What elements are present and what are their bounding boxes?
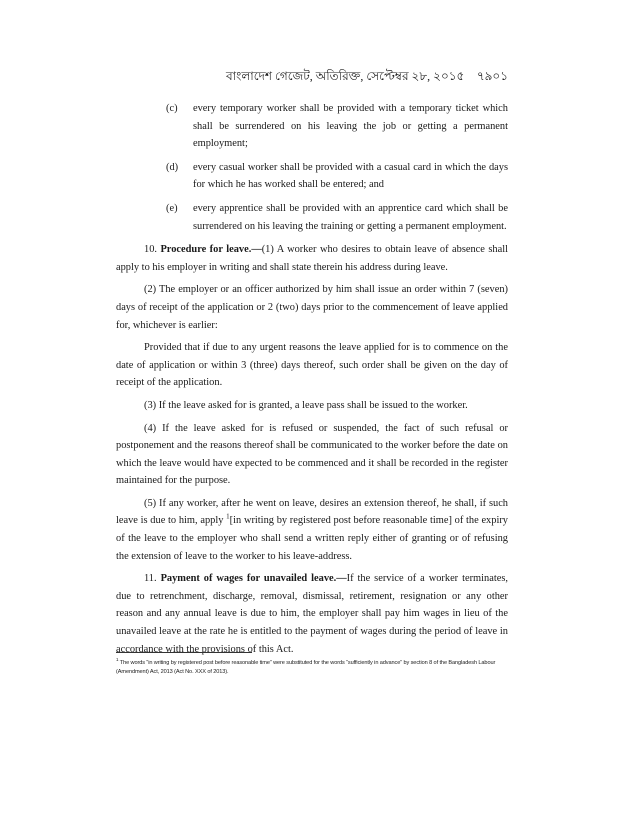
subsection-paragraph: (3) If the leave asked for is granted, a leave pass shall be issued to the worker. [144,399,468,411]
list-item [116,200,508,235]
section-number: 11. [144,573,157,585]
subsection-paragraph: (4) If the leave asked for is refused or suspended, the fact of such refusal or postponement and the reasons thereof shall be communicated to the worker before the date on which the leave would have expected to be commenced and it shall be recorded in the register maintained for the purpose. [116,422,508,487]
item-text: every apprentice shall be provided with an apprentice card which shall be surrendered on his leaving the training or getting a permanent employment. [193,202,508,232]
subsection-paragraph [116,495,508,565]
section-number: 10. [144,244,157,256]
para-text: (5) If any worker, after he went on leave, desires an extension thereof, he shall, if such leave is due to him, apply [116,497,508,527]
section-heading: Payment of wages for unavailed leave. [160,573,337,585]
item-text: every casual worker shall be provided with a casual card in which the days for which he has worked shall be entered; and [193,161,508,191]
proviso-paragraph: Provided that if due to any urgent reasons the leave applied for is to commence on the date of application or within 3 (three) days thereof, such order shall be given on the day of receipt of the application. [116,342,508,389]
heading-dash: — [336,573,347,585]
item-text: every temporary worker shall be provided with a temporary ticket which shall be surrendered on his leaving the job or getting a permanent employment; [193,103,508,150]
list-item [116,159,508,194]
heading-dash: — [251,244,262,256]
item-label: (e) [166,202,178,214]
footnote-number: 1 [116,657,119,663]
item-label: (d) [166,161,179,173]
page-header [116,68,508,86]
page-number: ৭৯০১ [476,69,508,83]
section-text: (1) A worker who desires to obtain leave of absence shall apply to his employer in writing and shall state therein his address during leave. [116,244,508,273]
section-11-paragraph [116,570,508,658]
section-10-paragraph [116,241,508,276]
para-text: [in writing by registered post before reasonable time] of the expiry of the leave to the employer who shall send a written reply either of granting or of refusing the extension of leave to the worker to his leave-address. [116,515,508,562]
footnote [116,659,508,676]
footnote-divider [116,652,252,653]
list-item [116,100,508,153]
item-label: (c) [166,103,178,114]
gazette-title: বাংলাদেশ গেজেট, অতিরিক্ত, সেপ্টেম্বর ২৮, ২০১৫ [226,69,465,83]
subsection-paragraph: (2) The employer or an officer authorized by him shall issue an order within 7 (seven) days of receipt of the application or 2 (two) days prior to the commencement of leave applied for, whichever is earlier: [116,284,508,331]
footnote-text: The words “in writing by registered post before reasonable time” were substituted for the words “sufficiently in advance” by section 8 of the Bangladesh Labour (Amendment) Act, 2013 (Act No. XXX of 2013). [116,660,496,675]
document-body [116,100,508,663]
section-text: If the service of a worker terminates, due to retrenchment, discharge, removal, dismissal, retirement, resignation or any other reason and any annual leave is due to him, the employer shall pay him wages in lieu of the unavailed leave at the rate he is entitled to the payment of wages during the period of leave in accordance with the provisions of this Act. [116,573,508,655]
section-heading: Procedure for leave. [160,244,252,256]
footnote-reference[interactable]: 1 [226,513,230,521]
